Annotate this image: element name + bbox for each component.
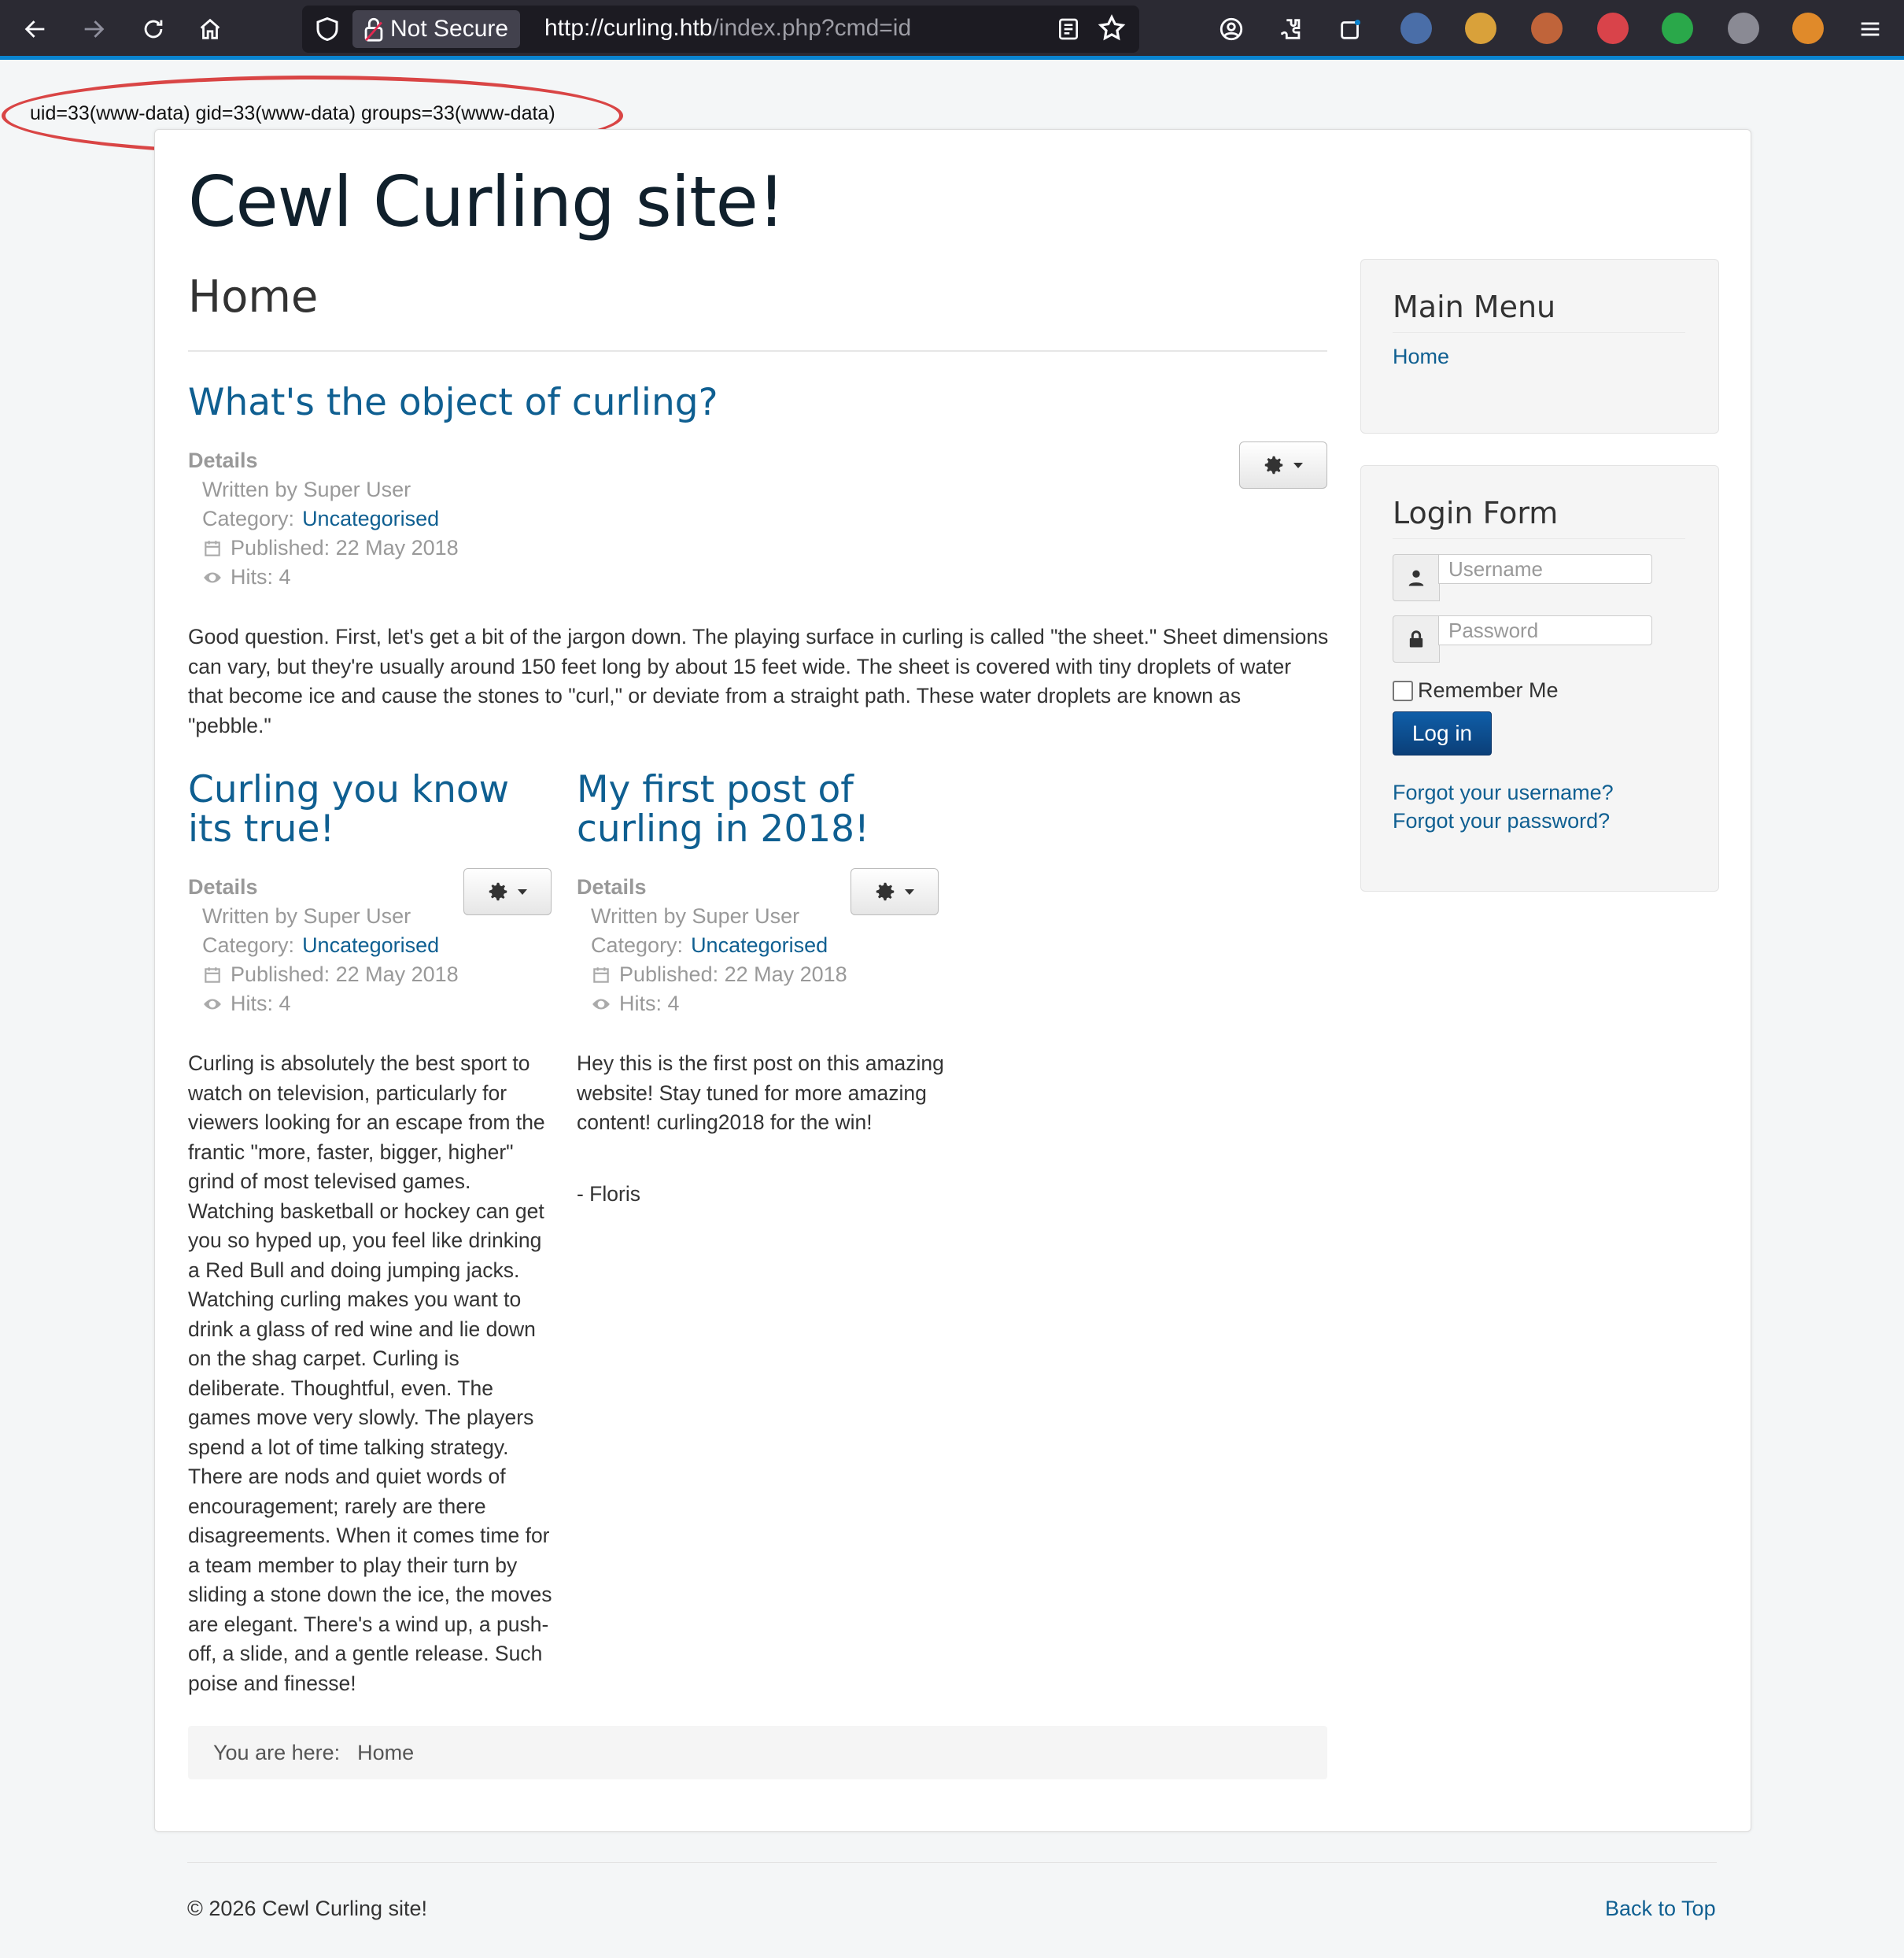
reader-view-icon[interactable]	[1056, 17, 1081, 42]
password-input[interactable]	[1438, 615, 1652, 645]
category-link[interactable]: Uncategorised	[302, 933, 440, 957]
reload-icon[interactable]	[135, 11, 172, 47]
calendar-icon	[202, 538, 223, 559]
details-label: Details	[188, 449, 258, 472]
divider	[1393, 332, 1685, 333]
article-tools-button[interactable]	[851, 868, 939, 915]
remember-me-checkbox[interactable]	[1393, 681, 1413, 701]
shield-icon[interactable]	[313, 15, 341, 43]
category	[577, 931, 847, 960]
article-title[interactable]: My first post of curling in 2018!	[577, 768, 869, 851]
lock-icon	[1393, 615, 1440, 663]
author: Written by Super User	[591, 904, 800, 928]
remember-me-label[interactable]: Remember Me	[1418, 678, 1559, 702]
forgot-password-link[interactable]: Forgot your password?	[1393, 809, 1611, 833]
not-secure-label: Not Secure	[390, 16, 509, 42]
hits	[188, 989, 459, 1018]
login-form-module	[1360, 465, 1719, 892]
page-container	[154, 129, 1751, 1832]
url-host: http://curling.htb	[544, 15, 713, 41]
published-date	[188, 960, 459, 989]
extension-icon-5[interactable]	[1662, 13, 1693, 44]
footer-copyright: © 2026 Cewl Curling site!	[187, 1897, 428, 1920]
footer-divider	[187, 1862, 1717, 1863]
breadcrumb-label: You are here:	[213, 1740, 341, 1764]
details-label: Details	[577, 875, 647, 899]
published-text: Published: 22 May 2018	[619, 962, 847, 986]
username-group	[1393, 554, 1652, 601]
breadcrumb	[188, 1726, 1327, 1779]
eye-icon	[591, 994, 611, 1014]
article-title[interactable]: Curling you know its true!	[188, 768, 510, 851]
forgot-username-link[interactable]: Forgot your username?	[1393, 781, 1614, 804]
menu-item-home[interactable]: Home	[1393, 345, 1450, 368]
details-label: Details	[188, 875, 258, 899]
address-bar[interactable]	[302, 6, 1139, 53]
command-output: uid=33(www-data) gid=33(www-data) groups=33(www-data)	[30, 102, 555, 124]
hits-text: Hits: 4	[231, 565, 291, 589]
article-body: Hey this is the first post on this amazing website! Stay tuned for more amazing content! curling2018 for the win!	[577, 1051, 944, 1134]
gear-icon	[1262, 453, 1286, 477]
main-menu-title: Main Menu	[1393, 290, 1556, 324]
eye-icon	[202, 567, 223, 588]
eraser-extension-icon[interactable]	[1597, 13, 1629, 44]
published-text: Published: 22 May 2018	[231, 536, 459, 560]
url-path: /index.php?cmd=id	[712, 15, 912, 41]
article-tools-button[interactable]	[1239, 441, 1327, 489]
caret-down-icon	[903, 888, 916, 896]
remember-me	[1393, 678, 1559, 703]
calendar-icon	[591, 965, 611, 985]
category-label: Category:	[202, 933, 295, 957]
article-body: Good question. First, let's get a bit of the jargon down. The playing surface in curling is called "the sheet." Sheet dimensions can vary, but they're usually around 150 feet long by about 15 feet wide. The sheet is covered with tiny droplets of water that become ice and cause the stones to "curl," or deviate from a straight path. These water droplets are known as "pebble."	[188, 625, 1329, 737]
menu-icon[interactable]	[1852, 11, 1888, 47]
back-to-top-link[interactable]: Back to Top	[1605, 1897, 1716, 1920]
published-date	[188, 534, 459, 563]
gear-icon	[873, 880, 897, 903]
browser-toolbar	[0, 0, 1904, 60]
article-body: Curling is absolutely the best sport to watch on television, particularly for viewers looking for an escape from the frantic "more, faster, bigger, higher" grind of most televised games. Watching basketball or hockey can get you so hyped up, you feel like drinking a Red Bull and doing jumping jacks. Watching curling makes you want to drink a glass of red wine and lie down on the shag carpet. Curling is deliberate. Thoughtful, even. The games move very slowly. The players spend a lot of time talking strategy. There are nods and quiet words of encouragement; rarely are there disagreements. When it comes time for a team member to play their turn by sliding a stone down the ice, the moves are elegant. There's a wind up, a push-off, a slide, and a gentle release. Such poise and finesse!	[188, 1051, 552, 1695]
login-form-title: Login Form	[1393, 496, 1559, 530]
not-secure-indicator[interactable]	[352, 10, 520, 48]
category	[188, 504, 459, 534]
account-icon[interactable]	[1213, 11, 1249, 47]
lock-warning-icon	[362, 16, 386, 42]
article-info	[188, 873, 459, 1018]
category-label: Category:	[202, 507, 295, 530]
published-text: Published: 22 May 2018	[231, 962, 459, 986]
url-text[interactable]	[544, 15, 911, 42]
main-menu-module	[1360, 259, 1719, 434]
article-tools-button[interactable]	[463, 868, 552, 915]
category-link[interactable]: Uncategorised	[302, 507, 440, 530]
article-signature: - Floris	[577, 1182, 640, 1206]
category-link[interactable]: Uncategorised	[691, 933, 828, 957]
site-title[interactable]: Cewl Curling site!	[188, 161, 785, 242]
caret-down-icon	[516, 888, 529, 896]
forward-icon[interactable]	[76, 11, 112, 47]
home-icon[interactable]	[192, 11, 228, 47]
extension-icon-1[interactable]	[1400, 13, 1432, 44]
caret-down-icon	[1292, 461, 1304, 469]
divider	[188, 350, 1327, 352]
bookmark-star-icon[interactable]	[1097, 13, 1127, 43]
cookie-extension-icon[interactable]	[1531, 13, 1563, 44]
username-input[interactable]	[1438, 554, 1652, 584]
author: Written by Super User	[202, 904, 411, 928]
gear-icon	[486, 880, 510, 903]
extension-icon-6[interactable]	[1728, 13, 1759, 44]
calendar-icon	[202, 965, 223, 985]
hits-text: Hits: 4	[619, 992, 680, 1015]
category	[188, 931, 459, 960]
eye-icon	[202, 994, 223, 1014]
password-group	[1393, 615, 1652, 663]
hits	[577, 989, 847, 1018]
article-info	[188, 446, 459, 592]
extensions-icon[interactable]	[1273, 11, 1309, 47]
hits-text: Hits: 4	[231, 992, 291, 1015]
extension-icon-7[interactable]	[1792, 13, 1824, 44]
login-button[interactable]: Log in	[1393, 711, 1492, 755]
article-info	[577, 873, 847, 1018]
breadcrumb-current: Home	[357, 1740, 415, 1764]
author: Written by Super User	[202, 478, 411, 501]
back-icon[interactable]	[17, 11, 54, 47]
extension-icon-2[interactable]	[1465, 13, 1496, 44]
screenshot-icon[interactable]	[1333, 11, 1369, 47]
hits	[188, 563, 459, 592]
published-date	[577, 960, 847, 989]
divider	[1393, 538, 1685, 539]
category-label: Category:	[591, 933, 684, 957]
page-heading: Home	[188, 272, 319, 323]
article-title[interactable]: What's the object of curling?	[188, 381, 718, 424]
user-icon	[1393, 554, 1440, 601]
